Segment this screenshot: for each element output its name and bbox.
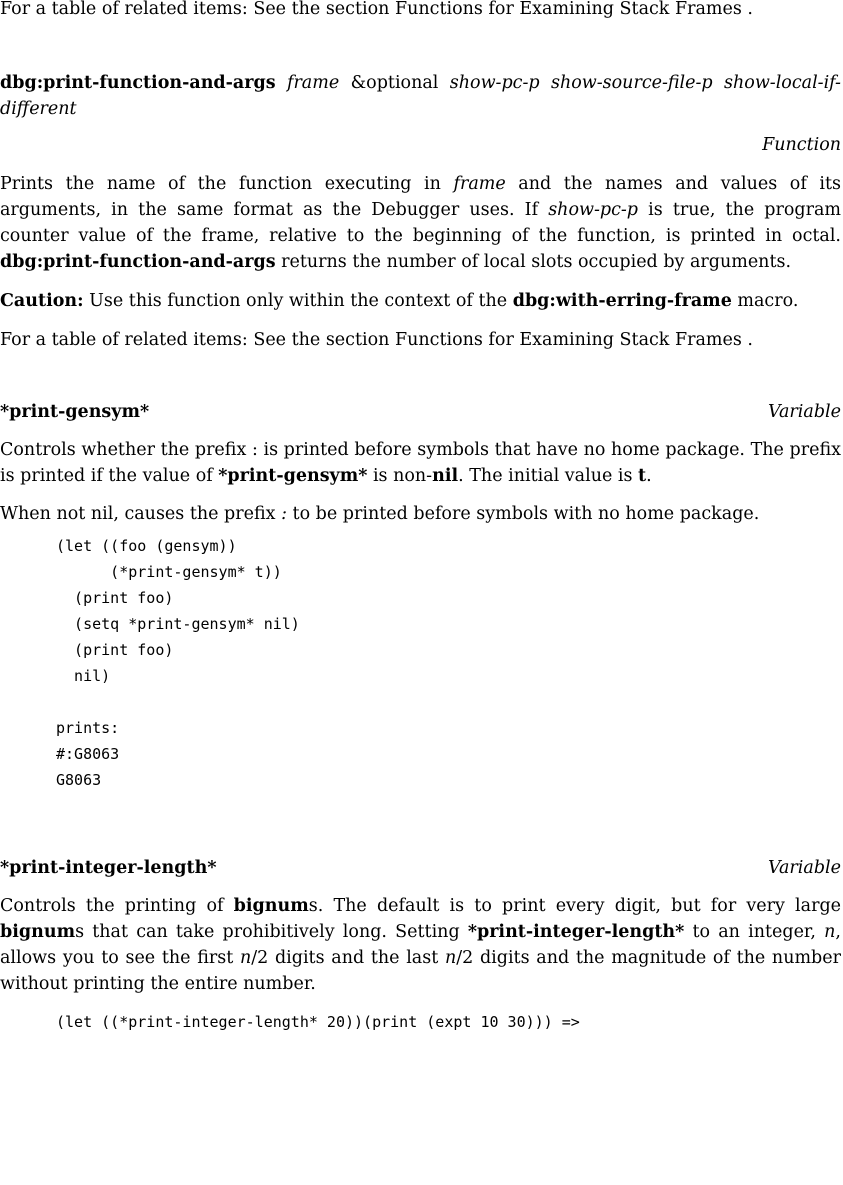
arg-show-source-file-p: show-source-file-p — [550, 73, 713, 93]
variable-name: *print-gensym* — [0, 402, 150, 422]
entry-kind: Function — [762, 135, 841, 155]
description-paragraph: Prints the name of the function executing in frame and the names and values of its arguments, in the same format as the Debugger uses. If show-pc-p is true, the program counter value of the frame, relative to the beginning of the function, is printed in octal. dbg:print-function-and-args returns the number of local slots occupied by arguments. — [0, 174, 841, 272]
arg-show-pc-p: show-pc-p — [449, 73, 540, 93]
description-paragraph: When not nil, causes the prefix : to be printed before symbols with no home package. — [0, 504, 760, 524]
entry-kind: Variable — [767, 858, 841, 878]
related-section-link[interactable]: Functions for Examining Stack Frames — [394, 330, 742, 350]
related-items-paragraph: For a table of related items: See the section Functions for Examining Stack Frames . — [0, 330, 753, 350]
code-example: (let ((*print-integer-length* 20))(print (expt 10 30))) => — [56, 1013, 580, 1031]
arg-frame: frame — [286, 73, 340, 93]
entry-kind: Variable — [767, 402, 841, 422]
related-items-paragraph: For a table of related items: See the section Functions for Examining Stack Frames . — [0, 0, 753, 19]
related-section-link[interactable]: Functions for Examining Stack Frames — [394, 0, 742, 19]
function-name: dbg:print-function-and-args — [0, 73, 276, 93]
caution-paragraph: Caution: Use this function only within the context of the dbg:with-erring-frame macro. — [0, 291, 799, 311]
caution-label: Caution: — [0, 291, 84, 311]
variable-header — [0, 855, 841, 881]
code-example: (let ((foo (gensym)) (*print-gensym* t)) (print foo) (setq *print-gensym* nil) (print foo) nil) prints: #:G8063 G8063 — [56, 537, 300, 789]
description-paragraph: Controls whether the prefix : is printed before symbols that have no home package. The prefix is printed if the value of *print-gensym* is non-nil. The initial value is t. — [0, 440, 841, 486]
function-signature — [0, 70, 841, 122]
arg-show-local-if-different: show-local-if-different — [0, 73, 841, 119]
variable-header — [0, 399, 841, 425]
description-paragraph: Controls the printing of bignums. The default is to print every digit, but for very large bignums that can take prohibitively long. Setting *print-integer-length* to an integer, n, allows you to see the first n/2 digits and the last n/2 digits and the magnitude of the number without printing the entire number. — [0, 896, 842, 994]
optional-keyword: &optional — [350, 73, 439, 93]
variable-name: *print-integer-length* — [0, 858, 217, 878]
